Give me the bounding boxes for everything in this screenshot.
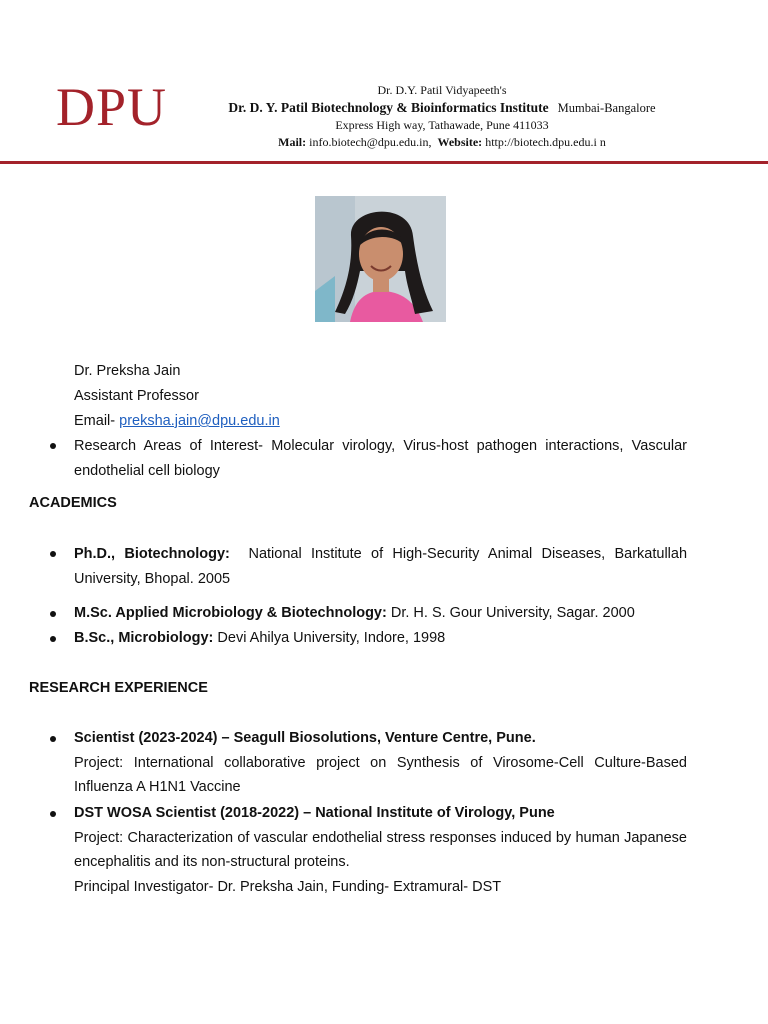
research-project-2: Project: Characterization of vascular endothelial stress responses induced by human Japanese encephalitis and its non-structural proteins. (74, 829, 687, 870)
header-line1: Dr. D.Y. Patil Vidyapeeth's (377, 83, 507, 97)
detail-msc: Dr. H. S. Gour University, Sagar. 2000 (390, 605, 635, 621)
academic-item-msc (74, 601, 687, 626)
mail-link[interactable]: info.biotech@dpu.edu.in, (309, 135, 432, 149)
contact-line (212, 134, 672, 151)
research-item-2 (74, 801, 687, 899)
profile-email-row (74, 412, 280, 430)
institute-name: Dr. D. Y. Patil Biotechnology & Bioinformatics Institute (228, 100, 549, 115)
bullet-dot (50, 551, 56, 557)
website-link[interactable]: http://biotech.dpu.edu.i n (485, 135, 606, 149)
academic-item-bsc (74, 626, 687, 651)
institute-address: Express High way, Tathawade, Pune 411033 (335, 118, 549, 132)
bullet-dot (50, 611, 56, 617)
header-divider (0, 161, 768, 164)
bullet-dot (50, 811, 56, 817)
bullet-dot (50, 736, 56, 742)
bullet-dot (50, 443, 56, 449)
profile-title: Assistant Professor (74, 388, 199, 404)
degree-msc: M.Sc. Applied Microbiology & Biotechnology: (74, 605, 387, 621)
research-heading: RESEARCH EXPERIENCE (29, 680, 208, 696)
email-link[interactable]: preksha.jain@dpu.edu.in (119, 413, 280, 429)
profile-name: Dr. Preksha Jain (74, 363, 181, 379)
institute-name-line (212, 99, 672, 117)
research-title-2: DST WOSA Scientist (2018-2022) – National Institute of Virology, Pune (74, 805, 555, 821)
institute-header (212, 82, 672, 151)
research-title-1: Scientist (2023-2024) – Seagull Biosolutions, Venture Centre, Pune. (74, 730, 536, 746)
profile-photo (315, 196, 446, 322)
research-project-1: Project: International collaborative project on Synthesis of Virosome-Cell Culture-Based Influenza A H1N1 Vaccine (74, 754, 687, 795)
institute-location: Mumbai-Bangalore (557, 101, 656, 115)
website-label: Website: (437, 135, 483, 149)
degree-bsc: B.Sc., Microbiology: (74, 630, 214, 646)
degree-phd: Ph.D., Biotechnology: (74, 546, 230, 562)
email-label: Email- (74, 413, 116, 429)
detail-phd: National Institute of High-Security Animal Diseases, Barkatullah University, Bhopal. 2005 (74, 546, 688, 587)
mail-label: Mail: (278, 135, 307, 149)
dpu-logo: DPU (56, 77, 168, 137)
academics-heading: ACADEMICS (29, 495, 117, 511)
research-pi-2: Principal Investigator- Dr. Preksha Jain, Funding- Extramural- DST (74, 878, 502, 895)
academic-item-phd (74, 542, 687, 591)
detail-bsc: Devi Ahilya University, Indore, 1998 (217, 630, 446, 646)
bullet-dot (50, 636, 56, 642)
research-areas: Research Areas of Interest- Molecular virology, Virus-host pathogen interactions, Vascular endothelial cell biology (74, 438, 687, 479)
research-item-1 (74, 726, 687, 800)
